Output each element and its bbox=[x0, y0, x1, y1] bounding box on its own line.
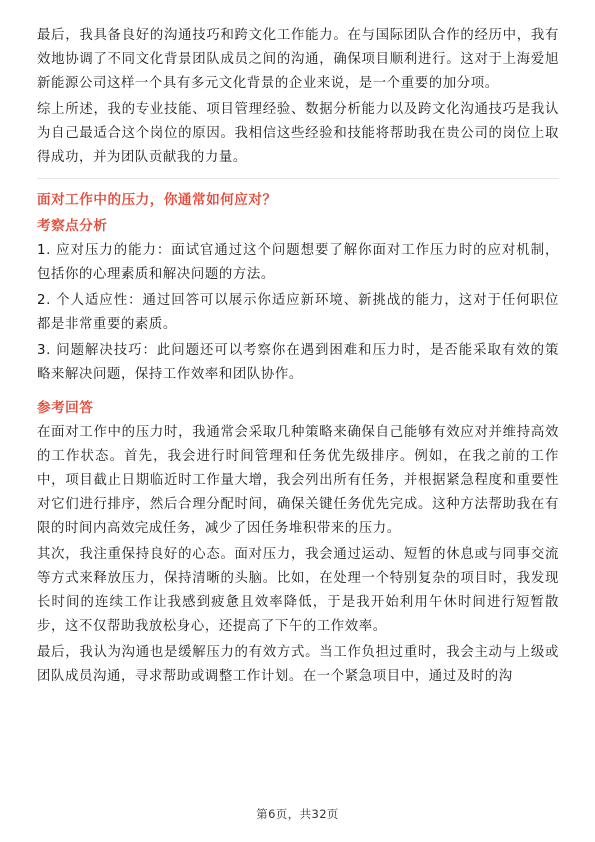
analysis-item: 3. 问题解决技巧：此问题还可以考察你在遇到困难和压力时，是否能采取有效的策略来解决问题，保持工作效率和团队协作。 bbox=[37, 343, 559, 382]
analysis-item: 2. 个人适应性：通过回答可以展示你适应新环境、新挑战的能力，这对于任何职位都是非常重要的素质。 bbox=[37, 293, 559, 332]
intro-paragraph: 最后，我具备良好的沟通技巧和跨文化工作能力。在与国际团队合作的经历中，我有效地协调了不同文化背景团队成员之间的沟通，确保项目顺利进行。这对于上海爱旭新能源公司这样一个具有多元文化背景的企业来说，是一个重要的加分项。 bbox=[37, 28, 559, 91]
analysis-item: 1. 应对压力的能力：面试官通过这个问题想要了解你面对工作压力时的应对机制，包括你的心理素质和解决问题的方法。 bbox=[37, 243, 559, 282]
answer-paragraph: 在面对工作中的压力时，我通常会采取几种策略来确保自己能够有效应对并维持高效的工作状态。首先，我会进行时间管理和任务优先级排序。例如，在我之前的工作中，项目截止日期临近时工作量大增，我会列出所有任务，并根据紧急程度和重要性对它们进行排序，然后合理分配时间，确保关键任务优先完成。这种方法帮助我在有限的时间内高效完成任务，减少了因任务堆积带来的压力。 bbox=[37, 425, 559, 536]
answer-paragraph: 其次，我注重保持良好的心态。面对压力，我会通过运动、短暂的休息或与同事交流等方式来释放压力，保持清晰的头脑。比如，在处理一个特别复杂的项目时，我发现长时间的连续工作让我感到疲惫且效率降低，于是我开始利用午休时间进行短暂散步，这不仅帮助我放松身心，还提高了下午的工作效率。 bbox=[37, 547, 559, 634]
page-content bbox=[37, 24, 559, 691]
analysis-heading: 考察点分析 bbox=[37, 218, 108, 234]
page-number: 第6页，共32页 bbox=[256, 807, 339, 821]
question-title: 面对工作中的压力，你通常如何应对？ bbox=[37, 192, 277, 208]
answer-heading: 参考回答 bbox=[37, 400, 94, 416]
section-divider bbox=[37, 178, 559, 179]
answer-paragraph: 最后，我认为沟通也是缓解压力的有效方式。当工作负担过重时，我会主动与上级或团队成员沟通，寻求帮助或调整工作计划。在一个紧急项目中，通过及时的沟 bbox=[37, 645, 559, 684]
intro-paragraph: 综上所述，我的专业技能、项目管理经验、数据分析能力以及跨文化沟通技巧是我认为自己最适合这个岗位的原因。我相信这些经验和技能将帮助我在贵公司的岗位上取得成功，并为团队贡献我的力量。 bbox=[37, 102, 559, 165]
